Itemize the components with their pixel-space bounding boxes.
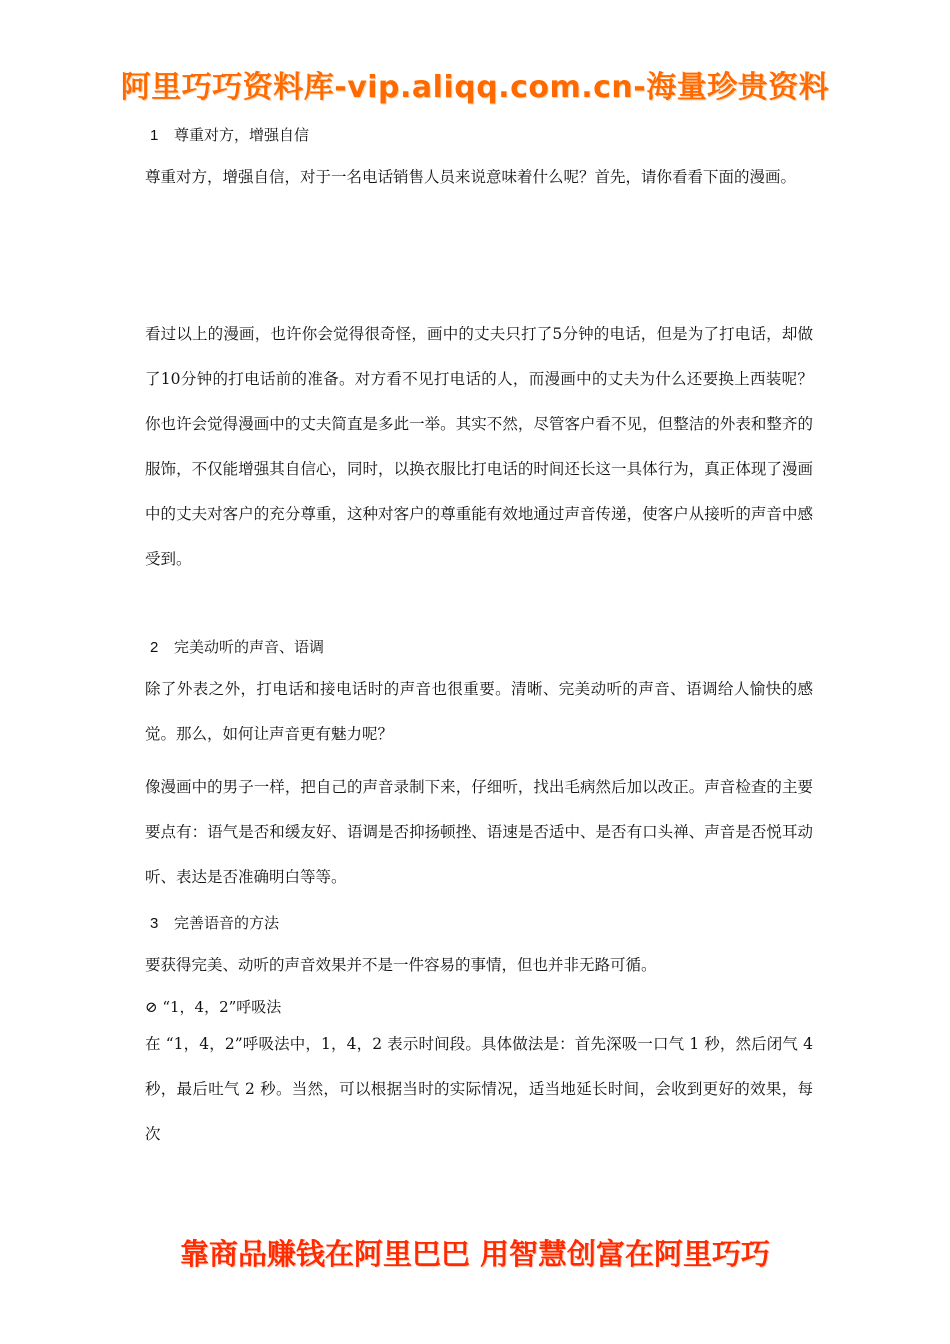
section-title: 完善语音的方法 — [174, 914, 280, 932]
paragraph: 尊重对方，增强自信，对于一名电话销售人员来说意味着什么呢？首先，请你看看下面的漫画。 — [145, 168, 797, 186]
section-number: 3 — [150, 915, 159, 932]
footer-banner: 靠商品赚钱在阿里巴巴 用智慧创富在阿里巧巧 — [179, 1237, 771, 1271]
method-subheading: ⊘ “1，4，2”呼吸法 — [145, 998, 282, 1016]
section-title: 完美动听的声音、语调 — [174, 638, 325, 656]
section-heading-1 — [150, 120, 813, 151]
missing-comic-space — [145, 200, 813, 312]
section-title: 尊重对方，增强自信 — [174, 126, 310, 144]
section-number: 1 — [150, 127, 159, 144]
section-heading-3 — [150, 908, 813, 939]
document-body — [145, 120, 813, 1157]
paragraph: 除了外表之外，打电话和接电话时的声音也很重要。清晰、完美动听的声音、语调给人愉快的感觉。那么，如何让声音更有魅力呢？ — [145, 680, 813, 743]
paragraph: 要获得完美、动听的声音效果并不是一件容易的事情，但也并非无路可循。 — [145, 956, 657, 974]
paragraph: 在 “1，4，2”呼吸法中，1，4，2 表示时间段。具体做法是：首先深吸一口气 1 秒，然后闭气 4 秒，最后吐气 2 秒。当然，可以根据当时的实际情况，适当地延长时间，会收到更好的效果，每次 — [145, 1035, 813, 1143]
section-heading-2 — [150, 632, 813, 663]
paragraph: 看过以上的漫画，也许你会觉得很奇怪，画中的丈夫只打了5分钟的电话，但是为了打电话，却做了10分钟的打电话前的准备。对方看不见打电话的人，而漫画中的丈夫为什么还要换上西装呢？你也许会觉得漫画中的丈夫简直是多此一举。其实不然，尽管客户看不见，但整洁的外表和整齐的服饰，不仅能增强其自信心，同时，以换衣服比打电话的时间还长这一具体行为，真正体现了漫画中的丈夫对客户的充分尊重，这种对客户的尊重能有效地通过声音传递，使客户从接听的声音中感受到。 — [145, 325, 813, 568]
section-number: 2 — [150, 639, 159, 656]
header-banner: 阿里巧巧资料库-vip.aliqq.com.cn-海量珍贵资料 — [120, 70, 830, 105]
paragraph: 像漫画中的男子一样，把自己的声音录制下来，仔细听，找出毛病然后加以改正。声音检查的主要要点有：语气是否和缓友好、语调是否抑扬顿挫、语速是否适中、是否有口头禅、声音是否悦耳动听、表达是否准确明白等等。 — [145, 778, 813, 886]
